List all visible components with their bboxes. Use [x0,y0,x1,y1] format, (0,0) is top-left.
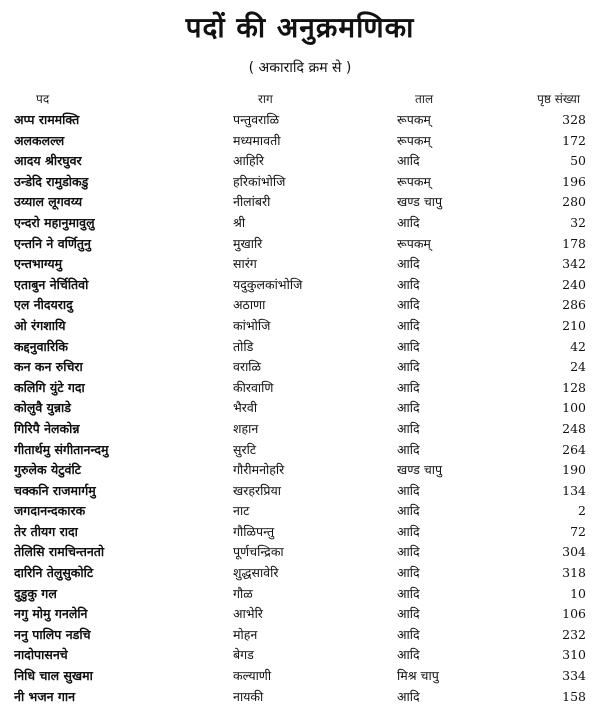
cell-tala: रूपकम् [397,112,431,127]
cell-tala: आदि [397,544,420,560]
cell-tala: आदि [397,317,420,333]
page-title: पदों की अनुक्रमणिका [185,11,415,44]
cell-raga: भैरवी [233,400,258,416]
cell-pada: तेलिसि रामचिन्तनतो [14,544,105,560]
cell-tala: आदि [397,153,420,169]
cell-raga: सुरटि [233,441,257,457]
cell-pada: अलकलल्ल [14,132,65,148]
table-row [0,584,600,605]
cell-raga: वराळि [233,359,262,375]
cell-pada: कद्दनुवारिकि [14,338,68,354]
table-row [0,131,600,152]
cell-pada: एताबुन नेर्चितिवो [14,276,89,292]
cell-raga: आभेरि [233,606,263,622]
cell-tala: रूपकम् [397,173,431,189]
cell-raga: हरिकांभोजि [233,173,286,189]
cell-tala: आदि [397,359,420,375]
table-row [0,357,600,378]
cell-pada: उन्डेदि रामुडोकडु [14,173,89,189]
cell-tala: आदि [397,523,420,539]
table-row [0,234,600,255]
cell-raga: कीरवाणि [233,379,274,395]
cell-raga: पूर्णचन्द्रिका [233,544,284,560]
cell-pada: गीतार्थमु संगीतानन्दमु [14,441,109,457]
cell-pada: तेर तीयग रादा [14,523,78,539]
cell-raga: आहिरि [233,153,265,169]
cell-page: 304 [562,544,586,560]
table-row [0,192,600,213]
cell-raga: तोडि [233,338,254,354]
page-subtitle: ( अकारादि क्रम से ) [248,60,352,76]
cell-raga: मध्यमावती [233,132,281,148]
table-row [0,295,600,316]
table-row [0,604,600,625]
cell-pada: कोलुवै युन्नाडे [14,400,71,416]
header-raga: राग [258,92,273,106]
cell-tala: आदि [397,214,420,230]
cell-raga: नायकी [233,688,264,704]
cell-tala: आदि [397,338,420,354]
cell-page: 264 [562,441,586,457]
cell-page: 134 [562,482,586,498]
table-row [0,440,600,461]
cell-pada: एन्दरो महानुमावुलु [14,214,95,230]
cell-pada: कलिगि युंटे गदा [14,379,85,395]
cell-tala: आदि [397,400,420,416]
cell-pada: आदय श्रीरघुवर [14,153,82,169]
table-row [0,501,600,522]
cell-page: 248 [562,420,586,436]
table-row [0,542,600,563]
header-pada: पद [36,92,50,106]
cell-raga: मोहन [233,626,258,642]
cell-tala: आदि [397,420,420,436]
cell-pada: ओ रंगशायि [14,317,66,333]
table-row [0,275,600,296]
cell-page: 2 [578,503,586,519]
table-row [0,172,600,193]
cell-pada: कन कन रुचिरा [14,359,83,375]
cell-page: 128 [562,379,586,395]
cell-page: 172 [562,132,586,148]
cell-page: 280 [562,194,586,210]
cell-pada: ननु पालिप नडचि [14,626,91,642]
cell-raga: यदुकुलकांभोजि [233,276,303,292]
cell-pada: चक्कनि राजमार्गमु [14,482,96,498]
cell-tala: आदि [397,256,420,272]
cell-raga: कांभोजि [233,317,271,333]
cell-page: 328 [562,112,586,127]
cell-page: 158 [562,688,586,704]
table-row [0,645,600,666]
cell-raga: खरहरप्रिया [233,482,281,498]
table-row [0,625,600,646]
cell-page: 10 [570,585,586,601]
cell-tala: आदि [397,647,420,663]
cell-page: 196 [562,173,586,189]
cell-page: 100 [562,400,586,416]
cell-page: 106 [562,606,586,622]
table-row [0,110,600,131]
cell-tala: आदि [397,482,420,498]
cell-pada: नादोपासनचे [14,647,68,663]
cell-page: 318 [562,565,586,581]
cell-tala: खण्ड चापु [397,462,443,478]
table-body [0,110,600,707]
cell-raga: गौळ [233,585,253,601]
cell-tala: आदि [397,688,420,704]
cell-tala: आदि [397,503,420,519]
cell-pada: एन्तभाग्यमु [14,256,63,272]
cell-raga: गौरीमनोहरि [233,462,285,478]
cell-page: 178 [562,235,586,251]
cell-pada: एल नीदयरादु [14,297,73,313]
cell-pada: गुरुलेक येटुवंटि [14,462,81,478]
cell-tala: आदि [397,585,420,601]
cell-tala: आदि [397,379,420,395]
cell-raga: अठाणा [233,297,266,313]
table-row [0,378,600,399]
cell-raga: कल्याणी [233,668,272,684]
cell-pada: एन्तनि ने वर्णितुनु [14,235,91,251]
table-row [0,254,600,275]
cell-raga: बेगड [233,647,254,663]
cell-raga: नाट [233,503,250,519]
cell-raga: पन्तुवराळि [233,112,280,127]
cell-pada: अप्प राममक्ति [14,112,80,127]
table-row [0,666,600,687]
cell-raga: शुद्धसावेरि [233,565,279,581]
cell-pada: जगदानन्दकारक [14,503,86,519]
table-row [0,213,600,234]
cell-tala: आदि [397,626,420,642]
cell-pada: निधि चाल सुखमा [14,668,93,684]
cell-tala: आदि [397,565,420,581]
cell-pada: दुडुकु गल [14,585,57,601]
cell-page: 32 [570,214,586,230]
table-row [0,563,600,584]
cell-pada: उय्याल लूगवय्य [14,194,83,210]
header-tala: ताल [415,92,434,106]
cell-tala: मिश्र चापु [397,668,439,684]
cell-page: 42 [570,338,586,354]
table-row [0,522,600,543]
cell-pada: गिरिपै नेलकोन्न [14,420,80,436]
cell-pada: दारिनि तेलुसुकोटि [14,565,94,581]
table-row [0,687,600,708]
cell-tala: रूपकम् [397,132,431,148]
cell-page: 50 [570,153,586,169]
cell-page: 286 [562,297,586,313]
table-row [0,151,600,172]
cell-raga: मुखारि [233,235,263,251]
cell-pada: नी भजन गान [14,688,76,704]
index-table [0,88,600,707]
cell-raga: नीलांबरी [233,194,271,210]
cell-page: 190 [562,462,586,478]
cell-page: 342 [562,256,586,272]
cell-page: 310 [562,647,586,663]
cell-raga: शहान [233,420,259,436]
cell-raga: सारंग [233,256,257,272]
table-row [0,419,600,440]
table-header [0,88,600,110]
cell-tala: खण्ड चापु [397,194,443,210]
cell-page: 232 [562,626,586,642]
cell-page: 24 [570,359,586,375]
header-page: पृष्ठ संख्या [537,92,580,106]
cell-page: 240 [562,276,586,292]
cell-page: 210 [562,317,586,333]
cell-page: 72 [570,523,586,539]
table-row [0,337,600,358]
cell-pada: नगु मोमु गनलेनि [14,606,88,622]
table-row [0,398,600,419]
table-row [0,460,600,481]
table-row [0,316,600,337]
cell-raga: श्री [233,214,246,230]
cell-tala: आदि [397,276,420,292]
cell-tala: आदि [397,297,420,313]
cell-tala: आदि [397,606,420,622]
cell-page: 334 [562,668,586,684]
cell-raga: गौळिपन्तु [233,523,275,539]
cell-tala: रूपकम् [397,235,431,251]
cell-tala: आदि [397,441,420,457]
table-row [0,481,600,502]
